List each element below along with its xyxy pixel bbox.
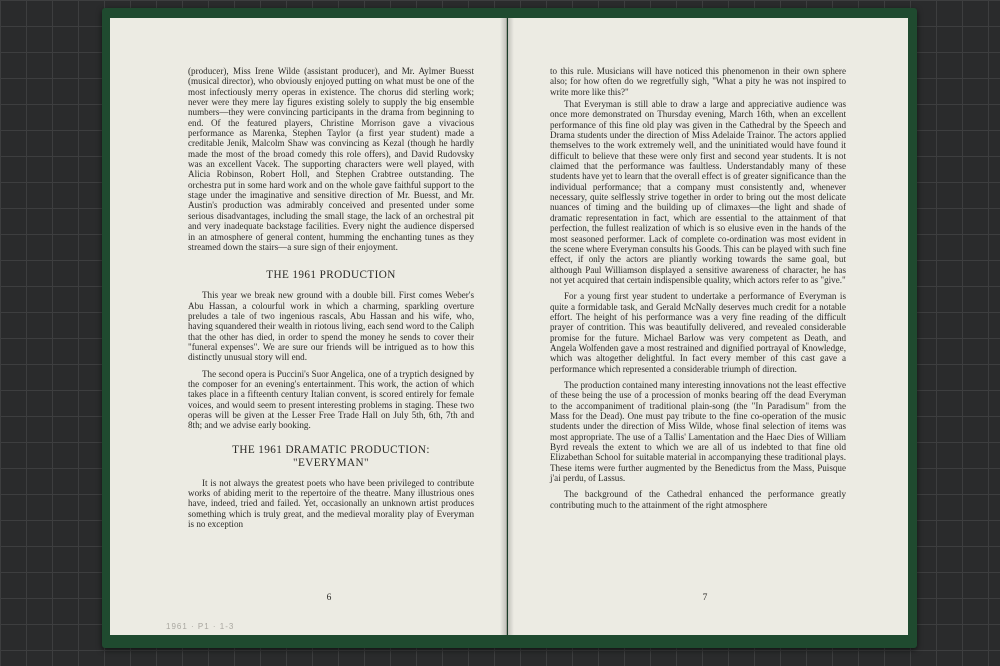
left-page-text-column: [188, 66, 474, 529]
page-number-right: 7: [702, 593, 708, 603]
book-gutter-shadow: [500, 18, 514, 635]
pencil-annotation: 1961 · P1 · 1-3: [166, 622, 235, 631]
right-page-text-column: [550, 66, 846, 510]
left-paragraph-1: (producer), Miss Irene Wilde (assistant producer), and Mr. Aylmer Buesst (musical director), who obviously enjoyed putting on what must be one of the most infectiously merry operas in existence. The chorus did sterling work; never were they mere lay figures existing solely to supply the big ensemble numbers—they were convincing participants in the drama from beginning to end. Of the featured players, Christine Morrison gave a vivacious performance as Marenka, Stephen Taylor (a first year student) made a creditable Jenik, Malcolm Shaw was convincing as Kezal (though he hardly made the most of the broad comedy this role offers), and David Rudovsky was an excellent Vacek. The supporting characters were well played, with Alicia Robinson, Robert Holl, and Stephen Crabtree outstanding. The orchestra put in some hard work and on the whole gave faithful support to the stage under the imaginative and sensitive direction of Mr. Buesst, and Mr. Austin's production was admirably conceived and presented under some serious disadvantages, including the small stage, the lack of an orchestral pit and very inadequate backstage facilities. Every night the audience dispersed in an atmosphere of general content, humming the enchanting tunes as they streamed down the stairs—a sure sign of their enjoyment.: [188, 66, 474, 252]
left-page: [110, 18, 507, 635]
heading-1961-production: THE 1961 PRODUCTION: [266, 269, 396, 282]
heading-dramatic-line-2: "EVERYMAN": [293, 456, 369, 469]
right-paragraph-1: to this rule. Musicians will have noticed this phenomenon in their own sphere also; for how often do we regretfully sigh, "What a pity he was not inspired to write more like this?": [550, 66, 846, 97]
page-number-left: 6: [326, 593, 332, 603]
right-page: [508, 18, 908, 635]
right-paragraph-5: The background of the Cathedral enhanced the performance greatly contributing much to the attainment of the right atmosphere: [550, 489, 846, 510]
right-paragraph-4: The production contained many interesting innovations not the least effective of these being the use of a procession of monks bearing off the dead Everyman to the accompaniment of traditional plain-song (the "In Paradisum" from the Mass for the Dead). One must pay tribute to the fine co-operation of the music students under the direction of Miss Wilde, whose final selection of items was most appropriate. The use of a Tallis' Lamentation and the Haec Dies of William Byrd reveals the extent to which we are all of us indebted to that fine old Elizabethan School for suitable material in accompanying these traditional plays. These items were further augmented by the Benedictus from the Mass, Puisque j'ai perdu, of Lassus.: [550, 379, 846, 484]
heading-dramatic-line-1: THE 1961 DRAMATIC PRODUCTION:: [232, 443, 430, 456]
left-paragraph-4: It is not always the greatest poets who have been privileged to contribute works of abiding merit to the repertoire of the theatre. Many illustrious ones have, indeed, tried and failed. Yet, occasionally an unknown artist produces something which is truly great, and the medieval morality play of Everyman is no exception: [188, 477, 474, 530]
right-paragraph-2: That Everyman is still able to draw a large and appreciative audience was once more demonstrated on Thursday evening, March 16th, when an excellent performance of this fine old play was given in the Cathedral by the Speech and Drama students under the direction of Miss Adelaide Trainor. The actors applied themselves to the work extremely well, and the uninitiated would have found it difficult to believe that these were only first and second year students. It is not claimed that the performance was faultless. Understandably many of these students have yet to learn that the overall effect is of greater significance than the individual performance; that a company must consistently and, whenever necessary, quite selflessly strive together in order to bring out the most delicate nuances of timing and the building up of climaxes—the light and shade of dramatic representation in fact, which are essential to the attainment of that perfection, the fullest realization of which is so elusive even in the hands of the most seasoned performer. Lack of complete co-ordination was most evident in the scene where Everyman consults his Goods. This can be played with such fine effect, if only the actors are pliantly working towards the same goal, but although Paul Williamson displayed a sensitive awareness of character, he has not yet acquired that certain indispensible quality, which actors refer to as "give.": [550, 99, 846, 285]
heading-dramatic-production: [188, 444, 474, 470]
left-paragraph-3: The second opera is Puccini's Suor Angelica, one of a tryptich designed by the composer for an evening's entertainment. This work, the action of which takes place in a fifteenth century Italian convent, is scored entirely for female voices, and would seem to present interesting problems in staging. These two operas will be given at the Lesser Free Trade Hall on July 5th, 6th, 7th and 8th; and we advise early booking.: [188, 368, 474, 431]
right-paragraph-3: For a young first year student to undertake a performance of Everyman is quite a formidable task, and Gerald McNally deserves much credit for a notable effort. The height of his performance was a very fine reading of the difficult prayer of contrition. This was beautifully delivered, and revealed considerable promise for the future. Michael Barlow was very competent as Death, and Angela Wolfenden gave a most restrained and dignified portrayal of Knowledge, which was altogether delightful. In fact every member of this cast gave a performance which represented a considerable triumph of direction.: [550, 291, 846, 374]
left-paragraph-2: This year we break new ground with a double bill. First comes Weber's Abu Hassan, a colourful work in which a charming, sparkling overture preludes a tale of two ingenious rascals, Abu Hassan and his wife, who, having squandered their wealth in riotous living, each send word to the Caliph that the other has died, in order to spend the money he sends to cover their "funeral expenses". We are sure our friends will be intrigued as to how this distinctly unusual story will end.: [188, 290, 474, 363]
